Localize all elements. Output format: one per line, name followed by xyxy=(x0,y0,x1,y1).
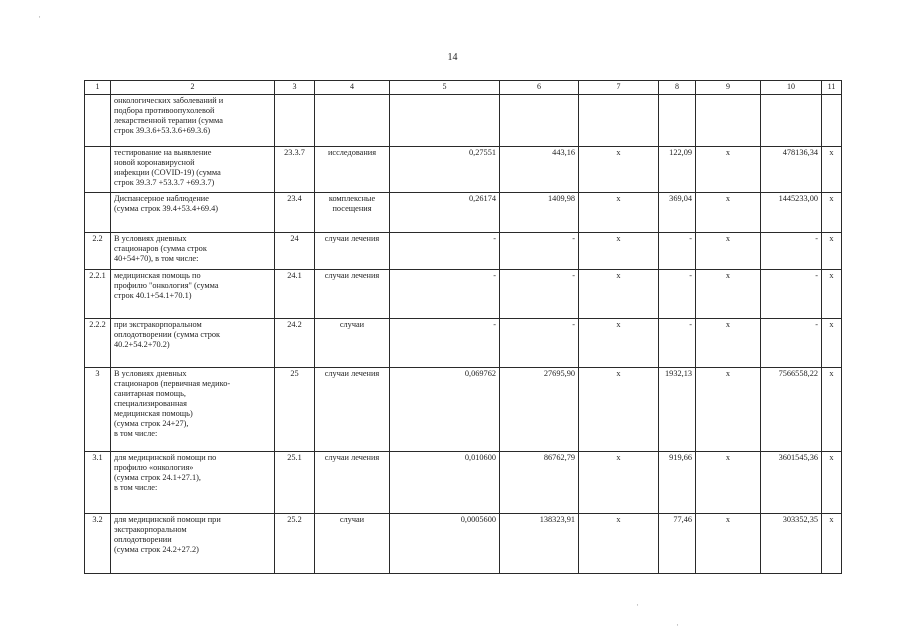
value-col-7 xyxy=(579,95,659,147)
scan-speck: · xyxy=(676,620,679,630)
column-header: 9 xyxy=(696,81,761,95)
value-col-10: - xyxy=(761,270,822,319)
value-col-5: 0,26174 xyxy=(390,193,500,233)
value-col-10: 7566558,22 xyxy=(761,368,822,452)
row-unit: случаи xyxy=(315,514,390,574)
value-col-9: х xyxy=(696,270,761,319)
value-col-10 xyxy=(761,95,822,147)
table-row xyxy=(85,147,842,193)
row-number: 2.2.2 xyxy=(85,319,111,368)
column-header: 1 xyxy=(85,81,111,95)
value-col-7: х xyxy=(579,233,659,270)
table-row xyxy=(85,368,842,452)
value-col-9: х xyxy=(696,452,761,514)
value-col-10: - xyxy=(761,319,822,368)
value-col-7: х xyxy=(579,514,659,574)
row-code: 25.1 xyxy=(275,452,315,514)
value-col-5: 0,0005600 xyxy=(390,514,500,574)
scan-speck: · xyxy=(636,600,639,610)
column-header: 8 xyxy=(659,81,696,95)
value-col-8: - xyxy=(659,319,696,368)
column-header: 7 xyxy=(579,81,659,95)
value-col-11: х xyxy=(822,233,842,270)
value-col-6: 1409,98 xyxy=(500,193,579,233)
value-col-6: 27695,90 xyxy=(500,368,579,452)
value-col-11: х xyxy=(822,319,842,368)
row-number: 3 xyxy=(85,368,111,452)
value-col-10: 303352,35 xyxy=(761,514,822,574)
value-col-8: - xyxy=(659,270,696,319)
row-unit: случаи xyxy=(315,319,390,368)
value-col-7: х xyxy=(579,368,659,452)
value-col-5 xyxy=(390,95,500,147)
value-col-9: х xyxy=(696,514,761,574)
table-row xyxy=(85,95,842,147)
row-code: 23.3.7 xyxy=(275,147,315,193)
value-col-6: 443,16 xyxy=(500,147,579,193)
value-col-5: - xyxy=(390,233,500,270)
row-number: 2.2 xyxy=(85,233,111,270)
value-col-11: х xyxy=(822,514,842,574)
column-header: 4 xyxy=(315,81,390,95)
value-col-9: х xyxy=(696,193,761,233)
value-col-8: - xyxy=(659,233,696,270)
table-row xyxy=(85,193,842,233)
row-code: 23.4 xyxy=(275,193,315,233)
value-col-6 xyxy=(500,95,579,147)
row-unit: случаи лечения xyxy=(315,270,390,319)
value-col-11: х xyxy=(822,193,842,233)
value-col-10: - xyxy=(761,233,822,270)
value-col-9: х xyxy=(696,368,761,452)
value-col-11: х xyxy=(822,270,842,319)
row-description: при экстракорпоральном оплодотворении (сумма строк 40.2+54.2+70.2) xyxy=(111,319,275,368)
value-col-7: х xyxy=(579,452,659,514)
column-header: 3 xyxy=(275,81,315,95)
value-col-10: 3601545,36 xyxy=(761,452,822,514)
row-number: 2.2.1 xyxy=(85,270,111,319)
column-header: 6 xyxy=(500,81,579,95)
table-row xyxy=(85,319,842,368)
value-col-8: 919,66 xyxy=(659,452,696,514)
value-col-8: 1932,13 xyxy=(659,368,696,452)
row-number xyxy=(85,147,111,193)
table-row xyxy=(85,233,842,270)
value-col-9 xyxy=(696,95,761,147)
value-col-5: 0,069762 xyxy=(390,368,500,452)
table-row xyxy=(85,514,842,574)
value-col-5: - xyxy=(390,270,500,319)
value-col-10: 478136,34 xyxy=(761,147,822,193)
value-col-5: 0,010600 xyxy=(390,452,500,514)
row-description: тестирование на выявление новой коронавирусной инфекции (COVID-19) (сумма строк 39.3.7 +53.3.7 +69.3.7) xyxy=(111,147,275,193)
row-code: 25 xyxy=(275,368,315,452)
row-description: онкологических заболеваний и подбора противоопухолевой лекарственной терапии (сумма строк 39.3.6+53.3.6+69.3.6) xyxy=(111,95,275,147)
row-number xyxy=(85,95,111,147)
row-number: 3.2 xyxy=(85,514,111,574)
column-header: 11 xyxy=(822,81,842,95)
row-description: медицинская помощь по профилю "онкология" (сумма строк 40.1+54.1+70.1) xyxy=(111,270,275,319)
value-col-7: х xyxy=(579,193,659,233)
row-description: В условиях дневных стационаров (первичная медико- санитарная помощь, специализированная медицинская помощь) (сумма строк 24+27), в том числе: xyxy=(111,368,275,452)
value-col-11: х xyxy=(822,147,842,193)
row-code: 24.2 xyxy=(275,319,315,368)
value-col-8 xyxy=(659,95,696,147)
table-row xyxy=(85,270,842,319)
row-unit: случаи лечения xyxy=(315,452,390,514)
row-unit: исследования xyxy=(315,147,390,193)
row-description: для медицинской помощи по профилю «онкология» (сумма строк 24.1+27.1), в том числе: xyxy=(111,452,275,514)
row-code xyxy=(275,95,315,147)
row-code: 25.2 xyxy=(275,514,315,574)
column-header: 2 xyxy=(111,81,275,95)
row-unit: случаи лечения xyxy=(315,233,390,270)
table-row xyxy=(85,452,842,514)
value-col-8: 77,46 xyxy=(659,514,696,574)
value-col-6: 138323,91 xyxy=(500,514,579,574)
value-col-8: 122,09 xyxy=(659,147,696,193)
value-col-6: - xyxy=(500,319,579,368)
column-header: 5 xyxy=(390,81,500,95)
value-col-6: - xyxy=(500,270,579,319)
value-col-7: х xyxy=(579,270,659,319)
value-col-9: х xyxy=(696,147,761,193)
row-description: Диспансерное наблюдение (сумма строк 39.4+53.4+69.4) xyxy=(111,193,275,233)
value-col-8: 369,04 xyxy=(659,193,696,233)
value-col-11: х xyxy=(822,452,842,514)
row-unit: комплексные посещения xyxy=(315,193,390,233)
value-col-5: 0,27551 xyxy=(390,147,500,193)
value-col-10: 1445233,00 xyxy=(761,193,822,233)
row-code: 24 xyxy=(275,233,315,270)
value-col-9: х xyxy=(696,233,761,270)
row-description: для медицинской помощи при экстракорпоральном оплодотворении (сумма строк 24.2+27.2) xyxy=(111,514,275,574)
value-col-11: х xyxy=(822,368,842,452)
value-col-6: 86762,79 xyxy=(500,452,579,514)
value-col-7: х xyxy=(579,147,659,193)
row-unit: случаи лечения xyxy=(315,368,390,452)
scan-speck: · xyxy=(38,12,41,22)
value-col-11 xyxy=(822,95,842,147)
value-col-5: - xyxy=(390,319,500,368)
value-col-6: - xyxy=(500,233,579,270)
row-number: 3.1 xyxy=(85,452,111,514)
row-number xyxy=(85,193,111,233)
column-header: 10 xyxy=(761,81,822,95)
row-unit xyxy=(315,95,390,147)
header-row xyxy=(85,81,842,95)
row-description: В условиях дневных стационаров (сумма строк 40+54+70), в том числе: xyxy=(111,233,275,270)
value-col-7: х xyxy=(579,319,659,368)
page-number: 14 xyxy=(447,52,458,63)
value-col-9: х xyxy=(696,319,761,368)
row-code: 24.1 xyxy=(275,270,315,319)
data-table xyxy=(84,80,842,574)
